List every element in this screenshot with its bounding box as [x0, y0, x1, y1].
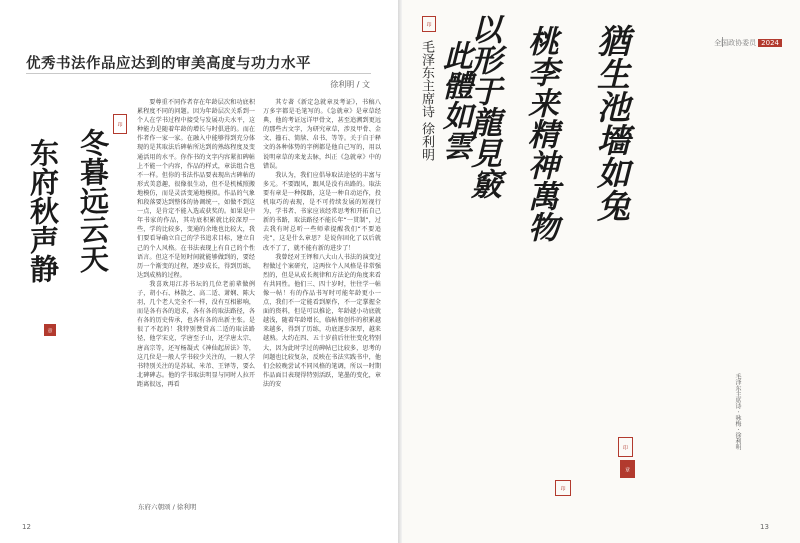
title-divider — [26, 73, 371, 74]
section-header — [714, 38, 782, 48]
section-label: 全国政协委员 — [714, 39, 757, 47]
paragraph: 我喜欢用江苏书坛的几位老前辈做例子，胡小石、林散之、高二适、萧娴、陈大羽，几个老人完全不一样，没有互相影响，而是各有各的追求，各有各的取法路径，各有各的历史传承，也各有各的出新主张。是很了不起的！我特别赞赏高二适的取法路径，他学宋克，学唐至子山，还学唐太宗、唐高宗等，还写杨凝式《神仙起居法》等，这几位是一般人学书较少关注的，一般人学书特别关注的是苏轼、米芾、王铎等，要么北碑碑志。他的学书取法明显与同时人拉开距离很远，再看 — [137, 280, 255, 388]
left-page — [0, 0, 398, 543]
article-column-1 — [137, 98, 255, 496]
seal-stamp: 印 — [113, 114, 127, 134]
paragraph: 要尊重不同作者存在年龄层次和功底积累程度不同的问题。因为年龄层次关系到一个人在学书过程中接受与发展功夫水平，这种能力是随着年龄的增长与时俱进的。而在作者作一家一家。在融入中能够得到充分体现的是其取法后碑帖所达到的熟练程度及变通活用的水平。你作书的文字内容紧扣碑帖上不能一个内容，作品的样式，章法组合也不一样。但你的书法作品要表现出古碑帖的形式美意趣，很像很生动，但不是机械照搬地模仿，而是灵活变通地模拟。作品的气象和段落要达到整体的协调统一，如做不到这一点，是肯定不能入选或获奖的。如果是中年书家的作品，其功底积累就比较深厚一些，学的比较多，变通的余地也比较大，我们要看导确立自己的学书追求目标，建立自己的个人风格。在书法表现上有自己的个性语言。但这不是短时间就能够做到的，要经历一个渐变的过程，逐步成长，得到历练，达到成熟的过程。 — [137, 99, 255, 279]
page-number-left: 12 — [22, 523, 31, 531]
article-column-2 — [263, 98, 381, 496]
calligraphy-artwork-right-col3: 以形于龍見竅 — [465, 13, 501, 199]
page-number-right: 13 — [760, 523, 769, 531]
calligraphy-artwork-right-col1: 猶生池墻如兔 — [592, 24, 631, 222]
calligraphy-artwork-right-col4: 此體如雲 — [437, 40, 472, 160]
artwork-caption-right: 毛泽东主席诗 · 咏梅 · 徐利明 — [734, 373, 741, 451]
issue-badge: 2024 — [758, 39, 782, 47]
artwork-caption: 东府六朝颂 / 徐利明 — [138, 503, 197, 511]
seal-stamp: 印 — [422, 16, 436, 32]
seal-stamp: 章 — [620, 460, 635, 478]
calligraphy-artwork-left-col2: 冬暮远云天 — [76, 127, 110, 274]
article-author: 徐利明 / 文 — [330, 80, 370, 89]
calligraphy-artwork-right-col2: 桃李来精神萬物 — [522, 25, 558, 242]
paragraph: 我认为，我们应倡导取法途径的丰富与多元。不要跟风，跟风是没有出路的。取法要有章是一种探路，这是一种自动运作，投机取巧的表现，是不可持续发展的短视行为，学书者、书家应该经常思考和开拓自己新的书路，取法路径不能长年“一贯制”，过去我有时总听一些师辈提醒我们“不要追壳”，这是什么章思？是说你固化了以后就改不了了，就不能有新的进步了！ — [263, 171, 381, 252]
seal-stamp: 印 — [555, 480, 571, 496]
calligraphy-signature: 毛泽东主席诗 徐利明 — [419, 40, 434, 162]
calligraphy-artwork-left-col1: 东府秋声静 — [26, 137, 60, 284]
paragraph: 其专著《新定急就章及考证》，书稿八万多字都是毛笔写的。《急就章》是章草经典，他的考证远详甲骨文，甚至追溯到更远的那些古文字，为研究章草，涉及甲骨、金文、籀石、简牍、帛书、等等。关于自于释文的各种体势的字例都是他自己写的，用以说明章草的来龙去脉，纠正《急就章》中的错误。 — [263, 99, 381, 170]
seal-stamp: 印 — [618, 437, 633, 457]
seal-stamp: 章 — [44, 324, 56, 336]
article-title: 优秀书法作品应达到的审美高度与功力水平 — [26, 56, 311, 72]
paragraph: 我曾经对王铎和八大山人书法的演变过程做过个案研究，这两位个人风格是非常强烈的，但是从成长规律和方法论的角度来看有共同性。他们三、四十岁时，往往学一帖像一帖！有的作品书写时可能年龄更小一点，我们不一定能看到原作，不一定掌握全面的资料，但是可以推论，年龄越小功底就越浅，随着年龄增长，临帖和创作的积累越来越多，得到了历练，功底逐步深厚，越来越熟。大约在四、五十岁前后往往变化特别大，因为此时学过的碑帖已比较多，思考的问题也比较复杂，反映在书法实践书中，他们会较晚尝试不同风格的笔调，所以一时期作品面目表现得特别活跃，笔墨的变化，章法的安 — [263, 253, 381, 388]
